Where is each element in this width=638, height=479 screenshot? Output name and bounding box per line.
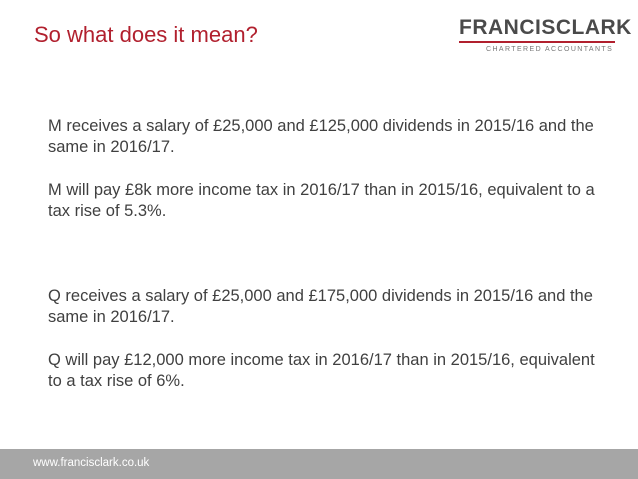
company-logo: [455, 16, 632, 60]
paragraph-q-tax: Q will pay £12,000 more income tax in 2016/17 than in 2015/16, equivalent to a tax rise of 6%.: [48, 351, 595, 390]
slide-title: So what does it mean?: [34, 22, 258, 47]
logo-subtitle: CHARTERED ACCOUNTANTS: [486, 46, 614, 53]
logo-divider: [459, 41, 615, 43]
paragraph-q-salary: Q receives a salary of £25,000 and £175,000 dividends in 2015/16 and the same in 2016/17.: [48, 287, 593, 326]
footer-url: www.francisclark.co.uk: [33, 457, 150, 469]
paragraph-m-salary: M receives a salary of £25,000 and £125,000 dividends in 2015/16 and the same in 2016/17.: [48, 117, 594, 156]
logo-wordmark: FRANCISCLARK: [459, 16, 632, 39]
footer-bar: [0, 449, 638, 479]
paragraph-m-tax: M will pay £8k more income tax in 2016/17 than in 2015/16, equivalent to a tax rise of 5.3%.: [48, 181, 595, 220]
